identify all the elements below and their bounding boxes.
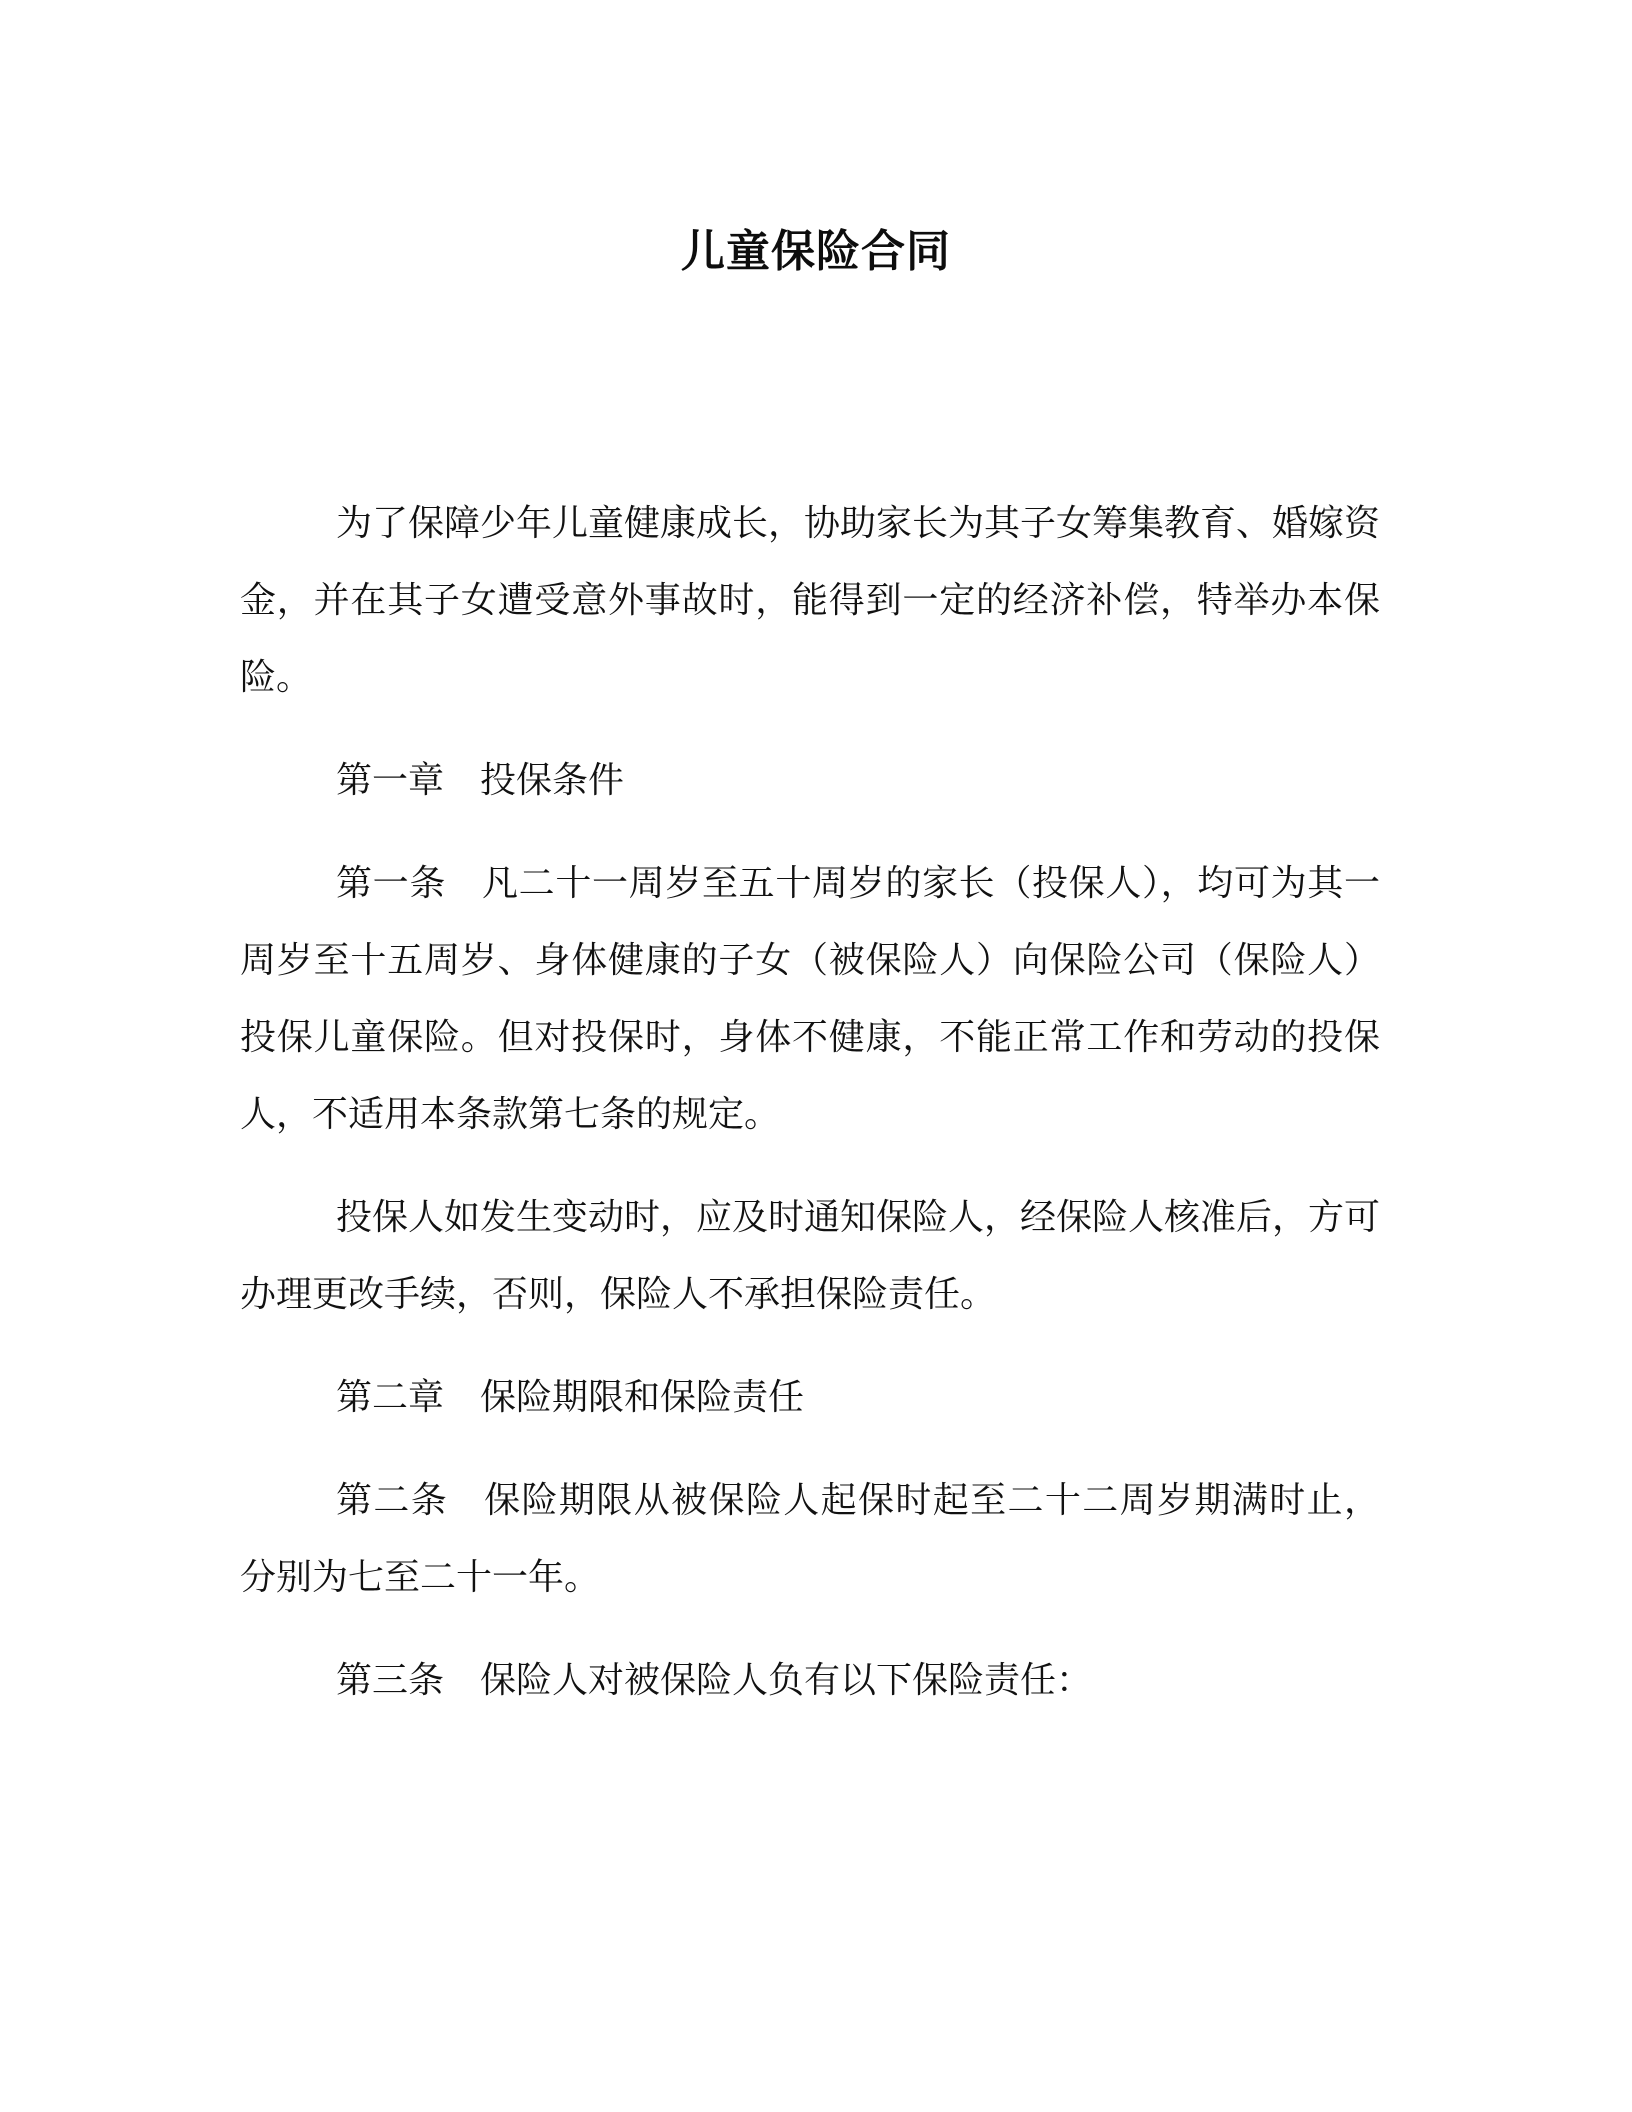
article-2-label: 第二条: [336, 1480, 449, 1521]
article-1-label: 第一条: [336, 863, 446, 904]
article-2-paragraph: [240, 1462, 1380, 1616]
article-3-paragraph: [240, 1642, 1380, 1719]
chapter-2-label: 第二章: [336, 1377, 445, 1418]
chapter-1-heading: [240, 742, 1380, 819]
article-3-text: 保险人对被保险人负有以下保险责任：: [480, 1660, 1093, 1701]
article-2-text: 保险期限从被保险人起保时起至二十二周岁期满时止，分别为七至二十一年。: [240, 1480, 1380, 1598]
chapter-1-name: 投保条件: [480, 760, 625, 801]
article-3-label: 第三条: [336, 1660, 445, 1701]
article-1-paragraph: [240, 845, 1380, 1153]
chapter-1-label: 第一章: [336, 760, 445, 801]
chapter-2-heading: [240, 1359, 1380, 1436]
document-title: 儿童保险合同: [681, 226, 951, 277]
document-body: [240, 485, 1380, 1745]
chapter-2-name: 保险期限和保险责任: [480, 1377, 805, 1418]
article-1-text: 凡二十一周岁至五十周岁的家长（投保人），均可为其一周岁至十五周岁、身体健康的子女（被保险人）向保险公司（保险人）投保儿童保险。但对投保时，身体不健康，不能正常工作和劳动的投保人，不适用本条款第七条的规定。: [240, 863, 1380, 1135]
article-1-note-paragraph: 投保人如发生变动时，应及时通知保险人，经保险人核准后，方可办理更改手续，否则，保险人不承担保险责任。: [240, 1197, 1381, 1315]
intro-paragraph: 为了保障少年儿童健康成长，协助家长为其子女筹集教育、婚嫁资金，并在其子女遭受意外事故时，能得到一定的经济补偿，特举办本保险。: [240, 503, 1381, 698]
